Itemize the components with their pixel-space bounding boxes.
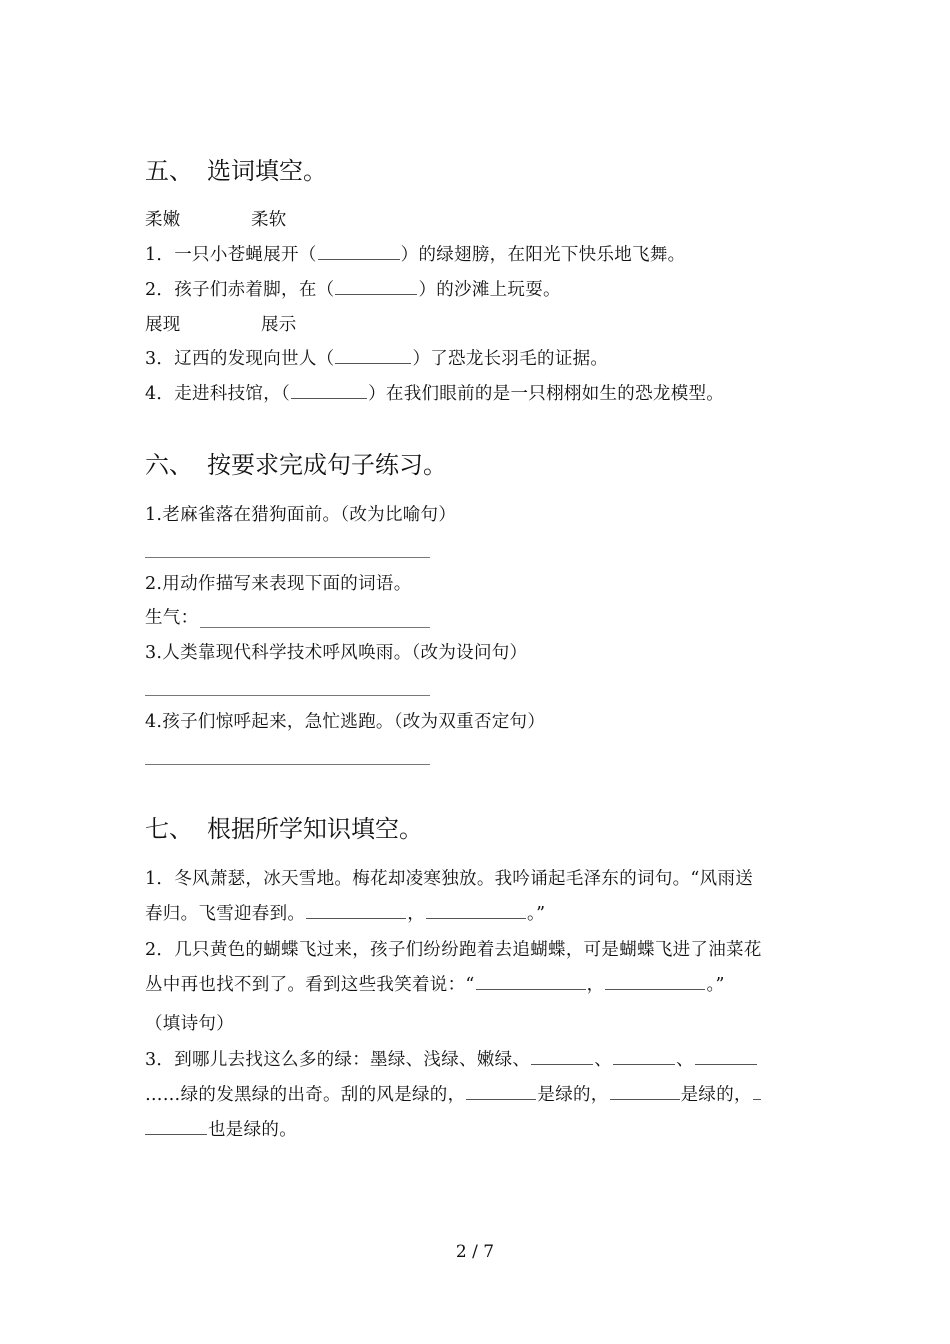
blank-line[interactable] — [613, 1063, 675, 1065]
question-text: 春归。飞雪迎春到。 — [145, 904, 306, 924]
question-5-1 — [145, 243, 685, 267]
question-text: 3．到哪儿去找这么多的绿：墨绿、浅绿、嫩绿、 — [145, 1050, 531, 1070]
blank-line[interactable] — [306, 917, 406, 919]
blank-line[interactable] — [145, 1133, 207, 1135]
question-7-3-line-1 — [145, 1048, 758, 1072]
question-5-2 — [145, 278, 561, 302]
blank-line[interactable] — [335, 293, 417, 295]
question-6-4: 4.孩子们惊呼起来，急忙逃跑。（改为双重否定句） — [145, 712, 546, 732]
question-text: ）的沙滩上玩耍。 — [418, 280, 561, 300]
word-option: 柔软 — [251, 210, 287, 230]
question-text: 3．辽西的发现向世人（ — [145, 349, 335, 369]
blank-line[interactable] — [605, 988, 705, 990]
question-text: ）的绿翅膀，在阳光下快乐地飞舞。 — [400, 245, 686, 265]
question-text: ）了恐龙长羽毛的证据。 — [412, 349, 609, 369]
page-number: 2 / 7 — [455, 1242, 495, 1262]
question-7-2-line-2 — [145, 973, 725, 997]
blank-line[interactable] — [466, 1098, 536, 1100]
question-text: ）在我们眼前的是一只栩栩如生的恐龙模型。 — [368, 384, 725, 404]
question-5-3 — [145, 347, 608, 371]
question-text: 。” — [706, 975, 725, 995]
question-text: 4．走进科技馆，（ — [145, 384, 291, 404]
blank-line[interactable] — [318, 258, 400, 260]
blank-line[interactable] — [610, 1098, 680, 1100]
blank-line[interactable] — [476, 988, 586, 990]
question-7-2-line-3: （填诗句） — [145, 1014, 234, 1034]
separator: ， — [407, 904, 426, 924]
answer-line[interactable] — [200, 627, 430, 628]
question-7-1-line-1: 1．冬风萧瑟，冰天雪地。梅花却凌寒独放。我吟诵起毛泽东的词句。“风雨送 — [145, 869, 754, 889]
word-option: 展示 — [261, 315, 297, 335]
blank-line[interactable] — [753, 1098, 761, 1100]
question-text: 是绿的， — [537, 1085, 609, 1105]
section-7-heading: 根据所学知识填空。 — [207, 815, 423, 843]
question-text: 1．一只小苍蝇展开（ — [145, 245, 317, 265]
section-6-heading: 按要求完成句子练习。 — [207, 451, 447, 479]
section-7-title — [145, 814, 423, 844]
answer-line[interactable] — [145, 764, 430, 765]
question-text: 也是绿的。 — [208, 1120, 297, 1140]
answer-line[interactable] — [145, 695, 430, 696]
question-text: 丛中再也找不到了。看到这些我笑着说：“ — [145, 975, 475, 995]
question-text: ……绿的发黑绿的出奇。刮的风是绿的， — [145, 1085, 466, 1105]
question-6-3: 3.人类靠现代科学技术呼风唤雨。（改为设问句） — [145, 643, 528, 663]
question-text: 。” — [527, 904, 546, 924]
question-7-2-line-1: 2．几只黄色的蝴蝶飞过来，孩子们纷纷跑着去追蝴蝶，可是蝴蝶飞进了油菜花 — [145, 940, 762, 960]
word-option: 展现 — [145, 315, 181, 335]
question-7-3-line-3 — [145, 1118, 297, 1142]
blank-line[interactable] — [335, 362, 411, 364]
blank-line[interactable] — [291, 397, 367, 399]
section-6-number: 六、 — [145, 451, 193, 479]
word-choice-pair-2 — [145, 313, 297, 337]
question-6-1: 1.老麻雀落在猎狗面前。（改为比喻句） — [145, 505, 457, 525]
word-option: 柔嫩 — [145, 210, 181, 230]
question-text: 是绿的， — [680, 1085, 752, 1105]
blank-line[interactable] — [531, 1063, 593, 1065]
word-choice-pair-1 — [145, 208, 287, 232]
section-5-heading: 选词填空。 — [207, 157, 327, 185]
blank-line[interactable] — [695, 1063, 757, 1065]
separator: 、 — [594, 1050, 613, 1070]
separator: ， — [586, 975, 605, 995]
section-5-title — [145, 156, 327, 186]
blank-line[interactable] — [426, 917, 526, 919]
separator: 、 — [676, 1050, 694, 1070]
question-text: 2．孩子们赤着脚，在（ — [145, 280, 335, 300]
question-5-4 — [145, 382, 724, 406]
section-6-title — [145, 450, 447, 480]
section-7-number: 七、 — [145, 815, 193, 843]
question-7-3-line-2 — [145, 1083, 762, 1107]
answer-line[interactable] — [145, 557, 430, 558]
question-7-1-line-2 — [145, 902, 545, 926]
section-5-number: 五、 — [145, 157, 193, 185]
question-6-2: 2.用动作描写来表现下面的词语。 — [145, 574, 412, 594]
question-6-2-label: 生气： — [145, 608, 199, 628]
